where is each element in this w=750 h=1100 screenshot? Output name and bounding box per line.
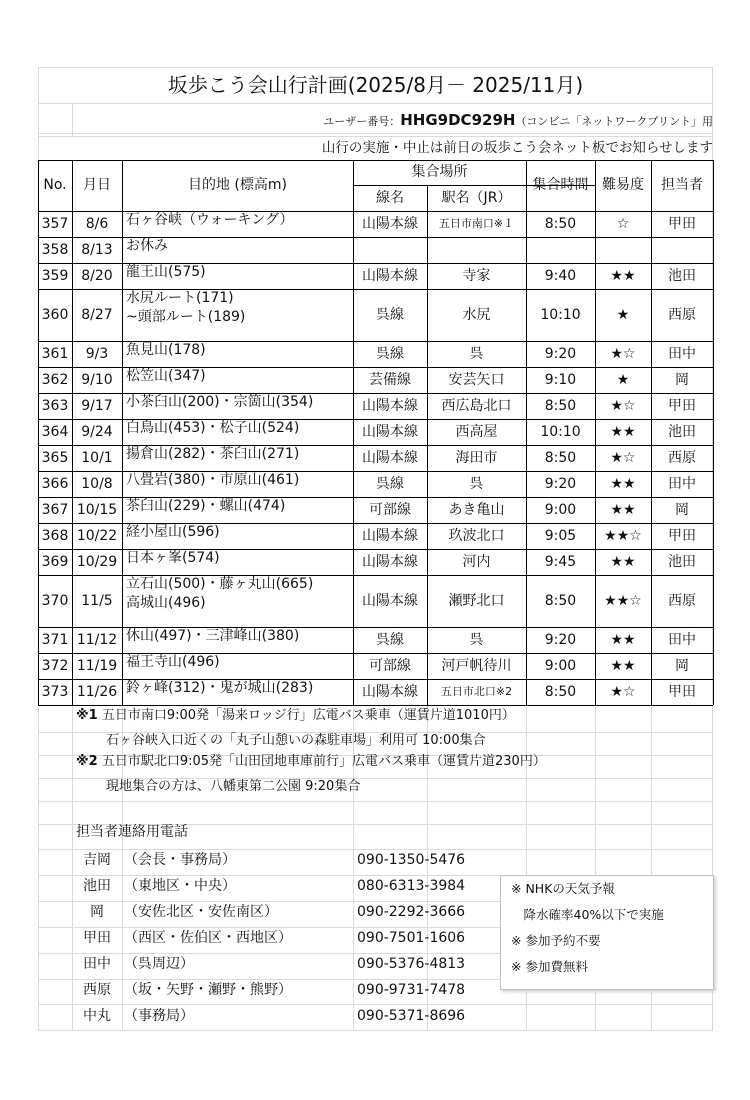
header-line: 線名	[376, 189, 404, 206]
row-date: 10/15	[76, 501, 118, 518]
contact-name: 岡	[90, 904, 104, 920]
row-leader: 西原	[668, 592, 696, 609]
user-number-line	[240, 107, 713, 133]
row-station: 呉	[469, 475, 484, 492]
row-line: 山陽本線	[362, 553, 418, 570]
footnote	[106, 731, 486, 751]
header-difficulty: 難易度	[602, 177, 644, 194]
row-no: 371	[41, 631, 69, 648]
row-leader: 田中	[668, 475, 696, 492]
destination-line: 魚見山(178)	[126, 342, 206, 358]
row-leader: 岡	[675, 371, 689, 388]
row-time: 9:20	[544, 631, 577, 648]
table-border	[713, 160, 714, 705]
row-difficulty: ★☆	[610, 683, 636, 700]
footnote-text: 石ヶ谷峡入口近くの「丸子山憩いの森駐車場」利用可 10:00集合	[106, 733, 486, 748]
gridline	[38, 1030, 713, 1031]
row-station: 西広島北口	[441, 397, 512, 414]
row-date: 11/12	[76, 631, 118, 648]
row-difficulty: ★★	[610, 475, 636, 492]
row-date: 11/5	[81, 592, 113, 609]
row-time: 8:50	[544, 215, 577, 232]
header-meeting-place: 集合場所	[411, 164, 468, 181]
row-destination	[122, 341, 353, 367]
row-time	[526, 237, 595, 263]
header-leader: 担当者	[661, 177, 703, 194]
row-no: 372	[41, 657, 69, 674]
row-line: 可部線	[369, 657, 411, 674]
row-difficulty: ★★	[610, 267, 636, 284]
destination-line: 八畳岩(380)・市原山(461)	[126, 472, 300, 488]
contact-name: 中丸	[83, 1008, 111, 1024]
row-no: 366	[41, 475, 69, 492]
row-time: 8:50	[544, 449, 577, 466]
row-no: 370	[41, 592, 69, 609]
row-destination	[122, 653, 353, 679]
row-station: 五日市北口※2	[440, 684, 513, 698]
row-destination	[122, 263, 353, 289]
contact-name: 吉岡	[83, 852, 111, 868]
gridline	[38, 103, 713, 104]
row-time: 9:00	[544, 501, 577, 518]
row-leader: 池田	[668, 267, 696, 284]
gridline	[38, 133, 713, 134]
row-time: 9:20	[544, 475, 577, 492]
user-number: HHG9DC929H	[400, 111, 516, 129]
row-line: 山陽本線	[362, 397, 418, 414]
header-date: 月日	[83, 177, 111, 194]
info-line-3: ※ 参加予約不要	[511, 933, 601, 948]
row-difficulty: ★★	[610, 631, 636, 648]
destination-line: 日本ヶ峯(574)	[126, 550, 220, 566]
row-date: 9/3	[85, 345, 109, 362]
row-line: 山陽本線	[362, 527, 418, 544]
row-leader: 甲田	[668, 215, 696, 232]
row-destination	[122, 575, 353, 627]
row-no: 360	[41, 306, 69, 323]
row-station: 河戸帆待川	[441, 657, 512, 674]
footnote-text: 五日市駅北口9:05発「山田団地車庫前行」広電バス乗車（運賃片道230円）	[97, 754, 546, 769]
row-difficulty: ★☆	[610, 449, 636, 466]
row-date: 9/17	[81, 397, 113, 414]
footnote-text: 現地集合の方は、八幡東第二公園 9:20集合	[106, 779, 361, 794]
info-box	[500, 875, 714, 990]
info-line-1: ※ NHKの天気予報	[511, 881, 615, 896]
row-line: 呉線	[376, 631, 404, 648]
contact-name: 西原	[83, 982, 111, 998]
row-line: 山陽本線	[362, 592, 418, 609]
contact-area: （坂・矢野・瀬野・熊野）	[124, 982, 292, 998]
row-time: 8:50	[544, 592, 577, 609]
contact-phone: 090-1350-5476	[357, 852, 466, 868]
row-station	[427, 237, 526, 263]
contact-phone: 090-5376-4813	[357, 956, 466, 972]
row-time: 9:00	[544, 657, 577, 674]
row-time: 9:10	[544, 371, 577, 388]
row-time: 10:10	[540, 423, 581, 440]
user-number-label: ユーザー番号：	[323, 115, 401, 128]
row-destination	[122, 445, 353, 471]
row-line: 芸備線	[369, 371, 411, 388]
header-destination: 目的地 (標高m)	[187, 177, 287, 194]
row-no: 365	[41, 449, 69, 466]
row-station: あき亀山	[448, 501, 505, 518]
footnote-mark: ※1	[76, 708, 98, 723]
contacts-title: 担当者連絡用電話	[76, 824, 188, 840]
row-destination	[122, 211, 353, 237]
row-no: 357	[41, 215, 69, 232]
row-difficulty: ★★	[610, 657, 636, 674]
row-leader: 池田	[668, 553, 696, 570]
row-no: 359	[41, 267, 69, 284]
row-leader: 岡	[675, 657, 689, 674]
row-destination	[122, 471, 353, 497]
row-station: 河内	[462, 553, 491, 570]
row-leader: 甲田	[668, 683, 696, 700]
contact-area: （西区・佐伯区・西地区）	[124, 930, 292, 946]
user-number-note: （コンビニ「ネットワークプリント」用	[515, 115, 713, 128]
footnote-text: 五日市南口9:00発「湯来ロッジ行」広電バス乗車（運賃片道1010円）	[97, 708, 515, 723]
row-line	[353, 237, 427, 263]
contact-name: 田中	[83, 956, 111, 972]
row-date: 11/19	[76, 657, 118, 674]
row-difficulty	[595, 237, 651, 263]
row-difficulty: ★★☆	[604, 527, 642, 544]
row-line: 山陽本線	[362, 215, 418, 232]
row-leader: 西原	[668, 306, 696, 323]
row-station: 水尻	[462, 306, 491, 323]
row-date: 9/10	[81, 371, 113, 388]
row-station: 呉	[469, 345, 484, 362]
row-station: 寺家	[462, 267, 491, 284]
row-no: 373	[41, 683, 69, 700]
row-date: 11/26	[76, 683, 118, 700]
row-station: 五日市南口※１	[438, 216, 515, 230]
row-destination	[122, 627, 353, 653]
destination-line: お休み	[126, 238, 168, 254]
destination-line: 立石山(500)・藤ヶ丸山(665)	[126, 576, 314, 592]
row-difficulty: ★	[616, 306, 630, 323]
row-line: 呉線	[376, 345, 404, 362]
row-date: 9/24	[81, 423, 113, 440]
destination-line: 松笠山(347)	[126, 368, 206, 384]
row-difficulty: ★☆	[610, 345, 636, 362]
row-time: 9:45	[544, 553, 577, 570]
row-time: 9:05	[544, 527, 577, 544]
row-date: 10/8	[81, 475, 113, 492]
row-difficulty: ☆	[616, 215, 630, 232]
destination-line: 水尻ルート(171)	[126, 290, 234, 306]
row-destination	[122, 237, 353, 263]
row-date: 10/29	[76, 553, 118, 570]
row-line: 山陽本線	[362, 423, 418, 440]
row-difficulty: ★★	[610, 501, 636, 518]
contact-name: 甲田	[83, 930, 111, 946]
contact-area: （会長・事務局）	[124, 852, 236, 868]
contact-area: （安佐北区・安佐南区）	[124, 904, 278, 920]
row-destination	[122, 523, 353, 549]
destination-line: 小茶臼山(200)・宗箇山(354)	[126, 394, 314, 410]
header-no: No.	[43, 177, 67, 194]
row-destination	[122, 289, 353, 341]
row-difficulty: ★★	[610, 423, 636, 440]
row-time: 9:20	[544, 345, 577, 362]
row-destination	[122, 549, 353, 575]
row-date: 10/1	[81, 449, 113, 466]
row-date: 8/20	[81, 267, 113, 284]
row-leader: 田中	[668, 345, 696, 362]
contact-name: 池田	[83, 878, 111, 894]
row-no: 362	[41, 371, 69, 388]
footnote-mark: ※2	[76, 754, 98, 769]
contact-area: （事務局）	[124, 1008, 194, 1024]
row-no: 367	[41, 501, 69, 518]
row-difficulty: ★★	[610, 553, 636, 570]
row-difficulty: ★☆	[610, 397, 636, 414]
row-station: 瀬野北口	[448, 592, 505, 609]
row-line: 呉線	[376, 475, 404, 492]
info-line-4: ※ 参加費無料	[511, 959, 588, 974]
row-time: 9:40	[544, 267, 577, 284]
row-date: 10/22	[76, 527, 118, 544]
row-line: 山陽本線	[362, 449, 418, 466]
row-station: 安芸矢口	[448, 371, 505, 388]
row-station: 西高屋	[455, 423, 498, 440]
contact-phone: 090-7501-1606	[357, 930, 466, 946]
row-leader: 田中	[668, 631, 696, 648]
notice-text: 山行の実施・中止は前日の坂歩こう会ネット板でお知らせします	[321, 140, 713, 156]
row-date: 8/27	[81, 306, 113, 323]
row-station: 呉	[469, 631, 484, 648]
page-title: 坂歩こう会山行計画(2025/8月－ 2025/11月)	[167, 73, 584, 97]
row-time: 8:50	[544, 683, 577, 700]
row-line: 山陽本線	[362, 683, 418, 700]
contact-phone: 080-6313-3984	[357, 878, 466, 894]
header-time: 集合時間	[532, 177, 589, 194]
row-leader: 池田	[668, 423, 696, 440]
footnote	[76, 752, 546, 772]
row-date: 8/13	[81, 241, 113, 258]
info-line-2: 降水確率40%以下で実施	[511, 907, 664, 922]
contact-phone: 090-2292-3666	[357, 904, 466, 920]
row-no: 368	[41, 527, 69, 544]
gridline	[38, 801, 713, 802]
contact-area: （東地区・中央）	[124, 878, 236, 894]
row-leader: 甲田	[668, 527, 696, 544]
row-destination	[122, 393, 353, 419]
gridline	[72, 103, 73, 136]
row-line: 呉線	[376, 306, 404, 323]
footnote	[76, 706, 515, 726]
destination-line: 福王寺山(496)	[126, 654, 220, 670]
row-no: 364	[41, 423, 69, 440]
row-date: 8/6	[85, 215, 109, 232]
row-no: 358	[41, 241, 69, 258]
row-no: 361	[41, 345, 69, 362]
contact-phone: 090-9731-7478	[357, 982, 466, 998]
row-no: 369	[41, 553, 69, 570]
row-line: 山陽本線	[362, 267, 418, 284]
row-destination	[122, 497, 353, 523]
row-leader: 甲田	[668, 397, 696, 414]
destination-line: 揚倉山(282)・茶臼山(271)	[126, 446, 300, 462]
row-leader: 西原	[668, 449, 696, 466]
row-destination	[122, 367, 353, 393]
destination-line: 石ヶ谷峡（ウォーキング）	[126, 212, 294, 228]
row-line: 可部線	[369, 501, 411, 518]
row-no: 363	[41, 397, 69, 414]
row-destination	[122, 419, 353, 445]
row-destination	[122, 679, 353, 705]
row-leader: 岡	[675, 501, 689, 518]
destination-line: 龍王山(575)	[126, 264, 206, 280]
header-station: 駅名（JR）	[441, 189, 512, 206]
row-difficulty: ★★☆	[604, 592, 642, 609]
destination-line: 白鳥山(453)・松子山(524)	[126, 420, 300, 436]
row-station: 海田市	[455, 449, 498, 466]
destination-line: 茶臼山(229)・螺山(474)	[126, 498, 286, 514]
contact-area: （呉周辺）	[124, 956, 194, 972]
destination-line: 鈴ヶ峰(312)・鬼が城山(283)	[126, 680, 314, 696]
row-time: 8:50	[544, 397, 577, 414]
destination-line: 高城山(496)	[126, 594, 206, 611]
row-station: 玖波北口	[448, 527, 505, 544]
footnote	[106, 777, 360, 797]
row-time: 10:10	[540, 306, 581, 323]
destination-line: ~頭部ルート(189)	[126, 308, 246, 325]
row-leader	[651, 237, 713, 263]
destination-line: 経小屋山(596)	[126, 524, 220, 540]
row-difficulty: ★	[616, 371, 630, 388]
destination-line: 休山(497)・三津峰山(380)	[126, 628, 300, 644]
contact-phone: 090-5371-8696	[357, 1008, 466, 1024]
